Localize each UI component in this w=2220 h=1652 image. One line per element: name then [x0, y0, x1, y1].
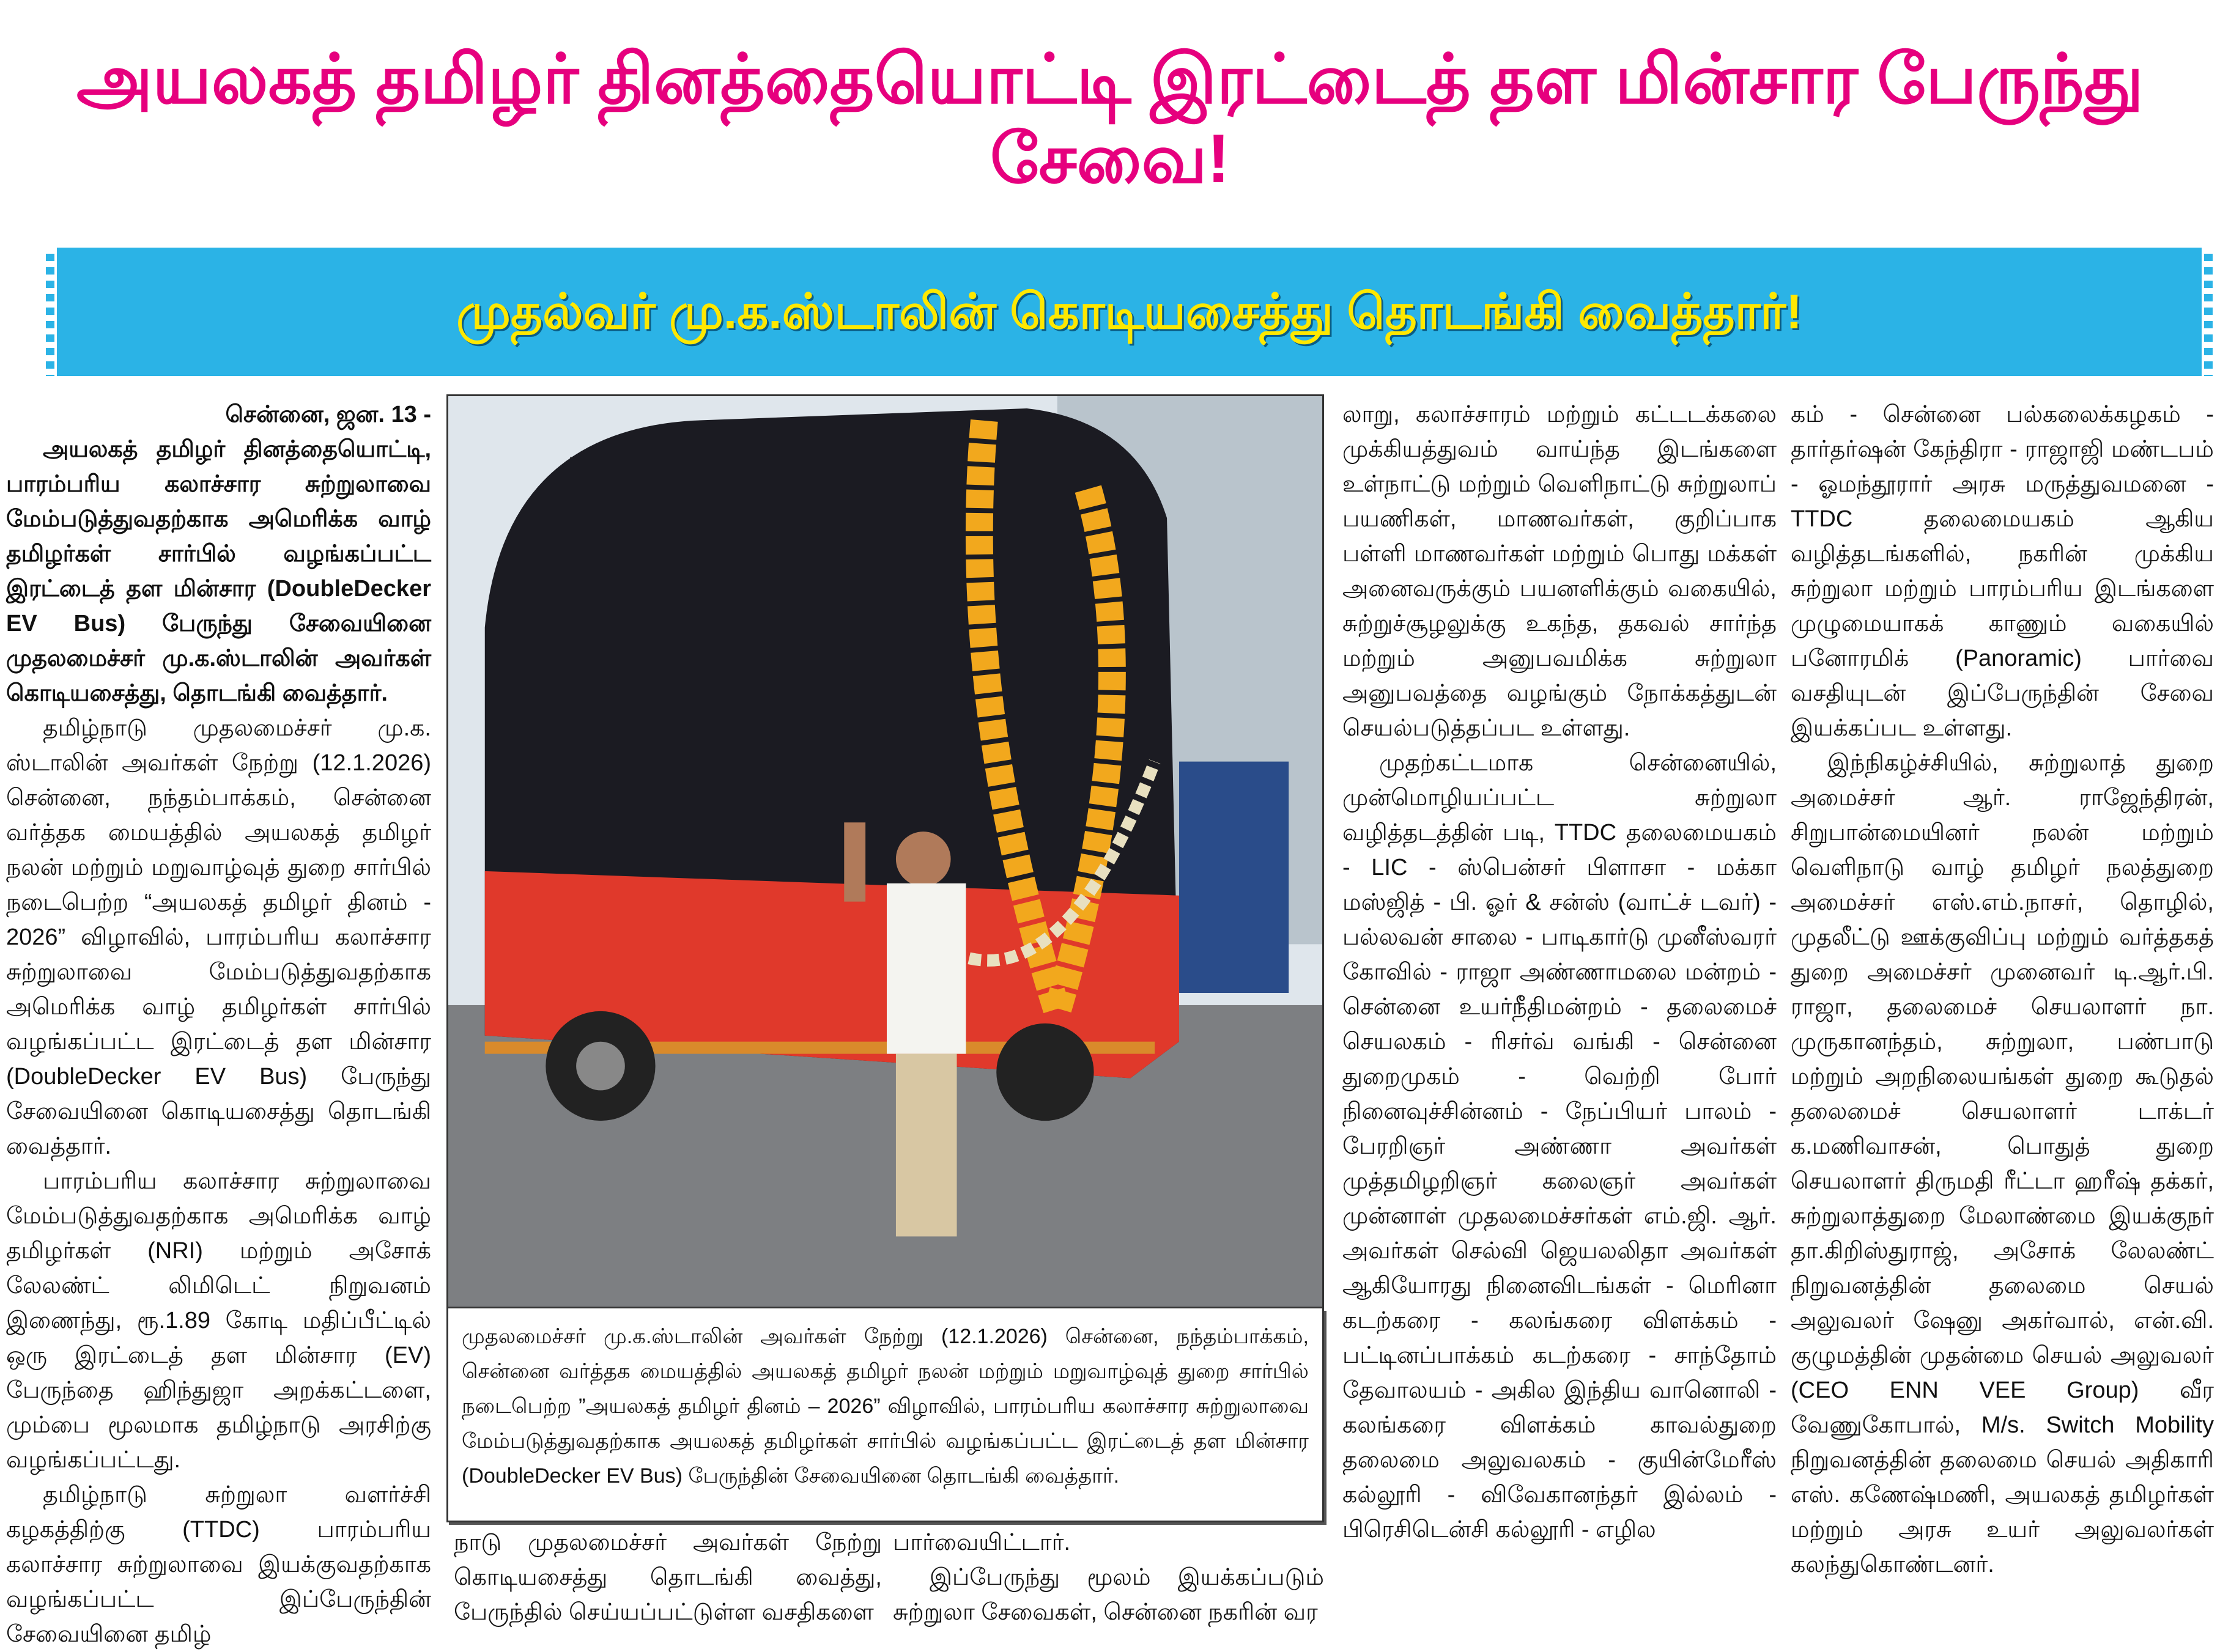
lead-paragraph: அயலகத் தமிழர் தினத்தையொட்டி, பாரம்பரிய கலாச்சார சுற்றுலாவை மேம்படுத்துவதற்காக அமெரிக்க வாழ் தமிழர்கள் சார்பில் வழங்கப்பட்ட இரட்டைத் தள மின்சார (DoubleDecker EV Bus) பேருந்து சேவையினை முதலமைச்சர் மு.க.ஸ்டாலின் அவர்கள் கொடியசைத்து, தொடங்கி வைத்தார்.: [6, 437, 431, 706]
column-2a: [454, 1525, 882, 1625]
news-photo: [446, 394, 1324, 1308]
subheadline-banner: [57, 248, 2202, 376]
paragraph: இந்நிகழ்ச்சியில், சுற்றுலாத் துறை அமைச்சர் ஆர். ராஜேந்திரன், சிறுபான்மையினர் நலன் மற்றும் வெளிநாடு வாழ் தமிழர் நலத்துறை அமைச்சர் எஸ்.எம்.நாசர், தொழில், முதலீட்டு ஊக்குவிப்பு மற்றும் வர்த்தகத் துறை அமைச்சர் முனைவர் டி.ஆர்.பி. ராஜா, தலைமைச் செயலாளர் நா. முருகானந்தம், சுற்றுலா, பண்பாடு மற்றும் அறநிலையங்கள் துறை கூடுதல் தலைமைச் செயலாளர் டாக்டர் க.மணிவாசன், பொதுத் துறை செயலாளர் திருமதி ரீட்டா ஹரீஷ் தக்கர், சுற்றுலாத்துறை மேலாண்மை இயக்குநர் தா.கிறிஸ்துராஜ், அசோக் லேலண்ட் நிறுவனத்தின் தலைமை செயல் அலுவலர் ஷேனு அகர்வால், என்.வி. குழுமத்தின் முதன்மை செயல் அலுவலர் (CEO ENN VEE Group) வீர வேணுகோபால், M/s. Switch Mobility நிறுவனத்தின் தலைமை செயல் அதிகாரி எஸ். கணேஷ்மணி, அயலகத் தமிழர்கள் மற்றும் அரசு உயர் அலுவலர்கள் கலந்துகொண்டனர்.: [1791, 750, 2214, 1577]
column-4: [1791, 397, 2214, 1588]
subheadline: முதல்வர் மு.க.ஸ்டாலின் கொடியசைத்து தொடங்கி வைத்தார்!: [456, 284, 1802, 339]
column-2b: [893, 1525, 1324, 1625]
paragraph: நாடு முதலமைச்சர் அவர்கள் நேற்று கொடியசைத்து தொடங்கி வைத்து, பேருந்தில் செய்யப்பட்டுள்ள வசதிகளை: [454, 1530, 882, 1625]
paragraph: முதற்கட்டமாக சென்னையில், முன்மொழியப்பட்ட சுற்றுலா வழித்தடத்தின் படி, TTDC தலைமையகம் - LIC - ஸ்பென்சர் பிளாசா - மக்கா மஸ்ஜித் - பி. ஓர் & சன்ஸ் (வாட்ச் டவர்) - பல்லவன் சாலை - பாடிகார்டு முனீஸ்வரர் கோவில் - ராஜா அண்ணாமலை மன்றம் - சென்னை உயர்நீதிமன்றம் - தலைமைச் செயலகம் - ரிசர்வ் வங்கி - சென்னை துறைமுகம் - வெற்றி போர் நினைவுச்சின்னம் - நேப்பியர் பாலம் - பேரறிஞர் அண்ணா அவர்கள் முத்தமிழறிஞர் கலைஞர் அவர்கள் முன்னாள் முதலமைச்சர்கள் எம்.ஜி. ஆர். அவர்கள் செல்வி ஜெயலலிதா அவர்கள் ஆகியோரது நினைவிடங்கள் - மெரினா கடற்கரை - கலங்கரை விளக்கம் - பட்டினப்பாக்கம் கடற்கரை - சாந்தோம் தேவாலயம் - அகில இந்திய வானொலி - கலங்கரை விளக்கம் காவல்துறை தலைமை அலுவலகம் - குயின்மேரீஸ் கல்லூரி - விவேகானந்தர் இல்லம் - பிரெசிடென்சி கல்லூரி - எழில: [1342, 750, 1777, 1543]
bus-photo-illustration: [448, 396, 1322, 1307]
paragraph: தமிழ்நாடு முதலமைச்சர் மு.க. ஸ்டாலின் அவர்கள் நேற்று (12.1.2026) சென்னை, நந்தம்பாக்கம், சென்னை வர்த்தக மையத்தில் அயலகத் தமிழர் நலன் மற்றும் மறுவாழ்வுத் துறை சார்பில் நடைபெற்ற “அயலகத் தமிழர் தினம் - 2026” விழாவில், பாரம்பரிய கலாச்சார சுற்றுலாவை மேம்படுத்துவதற்காக அமெரிக்க வாழ் தமிழர்கள் சார்பில் வழங்கப்பட்ட இரட்டைத் தள மின்சார (DoubleDecker EV Bus) பேருந்து சேவையினை கொடியசைத்து தொடங்கி வைத்தார்.: [6, 715, 431, 1159]
dateline: சென்னை, ஜன. 13 -: [225, 402, 431, 427]
column-3: [1342, 397, 1777, 1588]
paragraph-end: பார்வையிட்டார்.: [893, 1530, 1071, 1555]
paragraph: லாறு, கலாச்சாரம் மற்றும் கட்டடக்கலை முக்கியத்துவம் வாய்ந்த இடங்களை உள்நாட்டு மற்றும் வெளிநாட்டு சுற்றுலாப் பயணிகள், மாணவர்கள், குறிப்பாக பள்ளி மாணவர்கள் மற்றும் பொது மக்கள் அனைவருக்கும் பயனளிக்கும் வகையில், சுற்றுச்சூழலுக்கு உகந்த, தகவல் சார்ந்த மற்றும் அனுபவமிக்க சுற்றுலா அனுபவத்தை வழங்கும் நோக்கத்துடன் செயல்படுத்தப்பட உள்ளது.: [1342, 402, 1777, 741]
headline: அயலகத் தமிழர் தினத்தையொட்டி இரட்டைத் தள மின்சார பேருந்து சேவை!: [76, 41, 2144, 197]
photo-caption: முதலமைச்சர் மு.க.ஸ்டாலின் அவர்கள் நேற்று (12.1.2026) சென்னை, நந்தம்பாக்கம், சென்னை வர்த்தக மையத்தில் அயலகத் தமிழர் நலன் மற்றும் மறுவாழ்வுத் துறை சார்பில் நடைபெற்ற ”அயலகத் தமிழர் தினம் – 2026” விழாவில், பாரம்பரிய கலாச்சார சுற்றுலாவை மேம்படுத்துவதற்காக அயலகத் தமிழர்கள் சார்பில் வழங்கப்பட்ட இரட்டைத் தள மின்சார (DoubleDecker EV Bus) பேருந்தின் சேவையினை தொடங்கி வைத்தார்.: [446, 1308, 1324, 1522]
column-1: [6, 397, 431, 1647]
paragraph: இப்பேருந்து மூலம் இயக்கப்படும் சுற்றுலா சேவைகள், சென்னை நகரின் வர: [893, 1565, 1324, 1625]
paragraph: பாரம்பரிய கலாச்சார சுற்றுலாவை மேம்படுத்துவதற்காக அமெரிக்க வாழ் தமிழர்கள் (NRI) மற்றும் அசோக் லேலண்ட் லிமிடெட் நிறுவனம் இணைந்து, ரூ.1.89 கோடி மதிப்பீட்டில் ஒரு இரட்டைத் தள மின்சார (EV) பேருந்தை ஹிந்துஜா அறக்கட்டளை, மும்பை மூலமாக தமிழ்நாடு அரசிற்கு வழங்கப்பட்டது.: [6, 1168, 431, 1473]
paragraph: கம் - சென்னை பல்கலைக்கழகம் - தார்தர்ஷன் கேந்திரா - ராஜாஜி மண்டபம் - ஓமந்தூரார் அரசு மருத்துவமனை - TTDC தலைமையகம் ஆகிய வழித்தடங்களில், நகரின் முக்கிய சுற்றுலா மற்றும் பாரம்பரிய இடங்களை முழுமையாகக் காணும் வகையில் பனோரமிக் (Panoramic) பார்வை வசதியுடன் இப்பேருந்தின் சேவை இயக்கப்பட உள்ளது.: [1791, 402, 2214, 741]
paragraph: தமிழ்நாடு சுற்றுலா வளர்ச்சி கழகத்திற்கு (TTDC) பாரம்பரிய கலாச்சார சுற்றுலாவை இயக்குவதற்காக வழங்கப்பட்ட இப்பேருந்தின் சேவையினை தமிழ்: [6, 1482, 431, 1647]
